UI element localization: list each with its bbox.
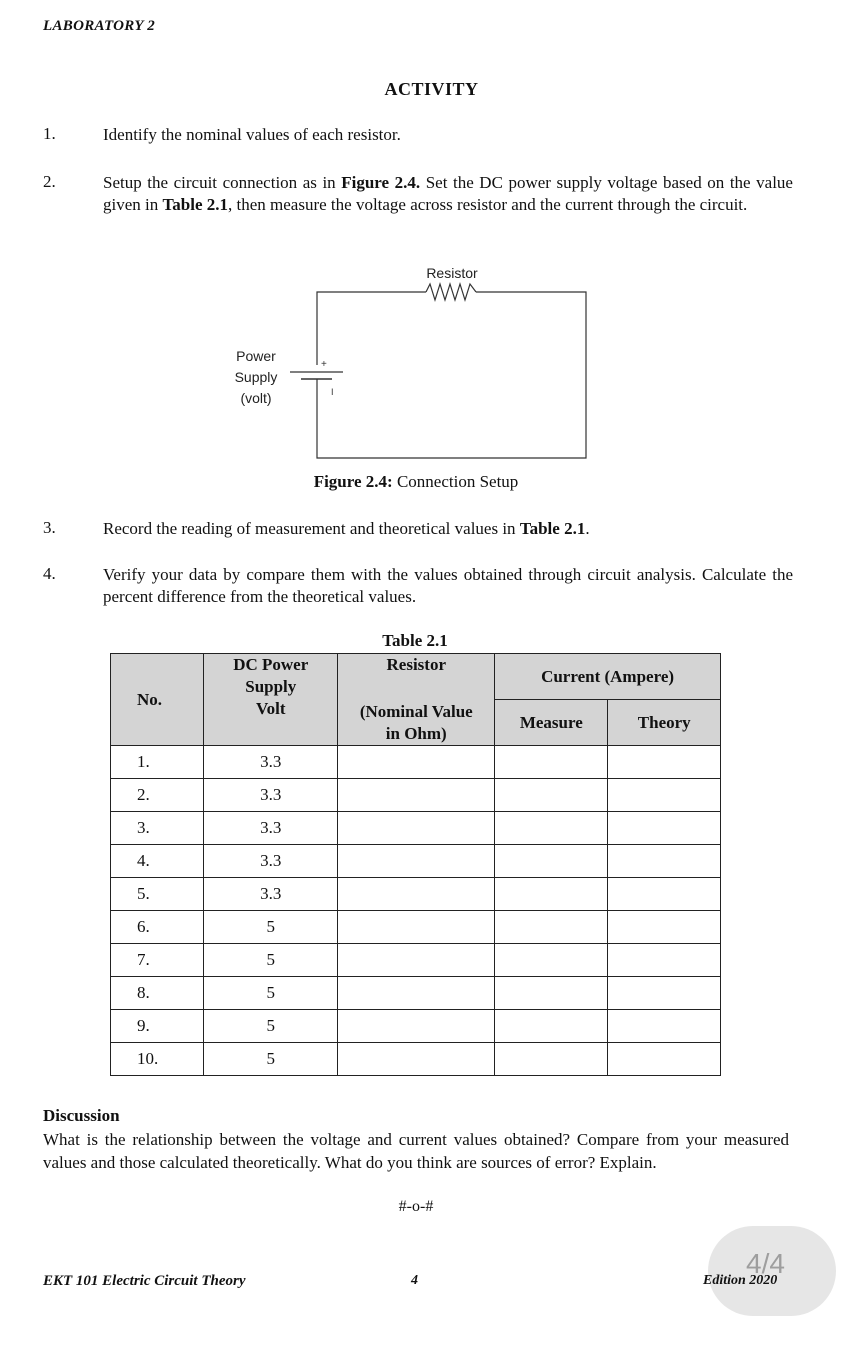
step-2-text: Setup the circuit connection as in Figure 2.4. Set the DC power supply voltage based on the value given in Table 2.1, then measure the voltage across resistor and the current through the circuit. xyxy=(103,173,793,214)
footer-page-number: 4 xyxy=(411,1273,418,1288)
table-row xyxy=(111,812,721,845)
table-row xyxy=(111,977,721,1010)
end-separator: #-o-# xyxy=(398,1198,434,1215)
wire-top-left xyxy=(317,292,426,365)
row-volt: 3.3 xyxy=(204,779,338,812)
row-theory-cell[interactable] xyxy=(608,1010,721,1043)
row-volt: 5 xyxy=(204,1043,338,1076)
row-number: 6. xyxy=(111,911,204,944)
row-measure-cell[interactable] xyxy=(495,878,608,911)
activity-title: ACTIVITY xyxy=(384,79,479,99)
figure-caption: Figure 2.4: Connection Setup xyxy=(313,472,519,491)
row-resistor-cell[interactable] xyxy=(338,779,495,812)
row-volt: 5 xyxy=(204,944,338,977)
row-measure-cell[interactable] xyxy=(495,911,608,944)
table-caption: Table 2.1 xyxy=(382,631,448,650)
row-number: 8. xyxy=(111,977,204,1010)
footer-course: EKT 101 Electric Circuit Theory xyxy=(43,1273,246,1289)
header-nominal: (Nominal Value in Ohm) xyxy=(338,700,495,746)
plus-sign: + xyxy=(321,359,327,370)
table-row xyxy=(111,1010,721,1043)
row-resistor-cell[interactable] xyxy=(338,1043,495,1076)
header-resistor: Resistor xyxy=(338,654,495,700)
supply-label-line-2: Supply xyxy=(234,369,278,385)
row-resistor-cell[interactable] xyxy=(338,977,495,1010)
supply-label-line-1: Power xyxy=(236,348,276,364)
resistor-label: Resistor xyxy=(426,265,478,281)
resistor-symbol xyxy=(426,284,476,300)
row-number: 2. xyxy=(111,779,204,812)
row-volt: 3.3 xyxy=(204,812,338,845)
row-resistor-cell[interactable] xyxy=(338,944,495,977)
row-volt: 5 xyxy=(204,911,338,944)
row-number: 4. xyxy=(111,845,204,878)
footer-edition: Edition 2020 xyxy=(703,1273,778,1288)
row-theory-cell[interactable] xyxy=(608,944,721,977)
row-volt: 5 xyxy=(204,977,338,1010)
row-resistor-cell[interactable] xyxy=(338,1010,495,1043)
step-2-number: 2. xyxy=(43,172,56,191)
wire-right-bottom xyxy=(317,292,586,458)
step-4-text: Verify your data by compare them with the values obtained through circuit analysis. Calculate the percent difference from the theoretical values. xyxy=(103,565,793,606)
row-number: 1. xyxy=(111,746,204,779)
table-row xyxy=(111,878,721,911)
row-theory-cell[interactable] xyxy=(608,779,721,812)
row-measure-cell[interactable] xyxy=(495,1043,608,1076)
supply-label-line-3: (volt) xyxy=(240,390,272,406)
lab-title: LABORATORY 2 xyxy=(43,18,156,34)
header-measure: Measure xyxy=(495,700,608,746)
row-theory-cell[interactable] xyxy=(608,1043,721,1076)
circuit-figure xyxy=(230,255,610,470)
row-resistor-cell[interactable] xyxy=(338,746,495,779)
row-resistor-cell[interactable] xyxy=(338,911,495,944)
row-measure-cell[interactable] xyxy=(495,977,608,1010)
row-measure-cell[interactable] xyxy=(495,845,608,878)
row-measure-cell[interactable] xyxy=(495,746,608,779)
row-volt: 3.3 xyxy=(204,746,338,779)
row-volt: 5 xyxy=(204,1010,338,1043)
header-no: No. xyxy=(111,654,204,746)
discussion-title: Discussion xyxy=(43,1106,120,1125)
step-4-number: 4. xyxy=(43,564,56,583)
row-resistor-cell[interactable] xyxy=(338,878,495,911)
row-resistor-cell[interactable] xyxy=(338,812,495,845)
row-measure-cell[interactable] xyxy=(495,944,608,977)
data-table xyxy=(110,653,721,1076)
header-current: Current (Ampere) xyxy=(495,654,721,700)
row-measure-cell[interactable] xyxy=(495,812,608,845)
row-volt: 3.3 xyxy=(204,845,338,878)
row-theory-cell[interactable] xyxy=(608,845,721,878)
header-dc-supply: DC Power Supply Volt xyxy=(204,654,338,746)
row-number: 10. xyxy=(111,1043,204,1076)
table-row xyxy=(111,746,721,779)
table-row xyxy=(111,1043,721,1076)
header-theory: Theory xyxy=(608,700,721,746)
row-theory-cell[interactable] xyxy=(608,977,721,1010)
row-measure-cell[interactable] xyxy=(495,779,608,812)
row-number: 7. xyxy=(111,944,204,977)
table-row xyxy=(111,944,721,977)
step-3-number: 3. xyxy=(43,518,56,537)
discussion-text: What is the relationship between the voltage and current values obtained? Compare from your measured values and those calculated theoretically. What do you think are sources of error? Explain. xyxy=(43,1130,789,1172)
row-resistor-cell[interactable] xyxy=(338,845,495,878)
minus-sign: I xyxy=(331,387,334,397)
row-measure-cell[interactable] xyxy=(495,1010,608,1043)
row-volt: 3.3 xyxy=(204,878,338,911)
row-theory-cell[interactable] xyxy=(608,812,721,845)
step-1-number: 1. xyxy=(43,124,56,143)
step-1-text: Identify the nominal values of each resistor. xyxy=(103,125,401,144)
row-theory-cell[interactable] xyxy=(608,878,721,911)
page-indicator-badge[interactable]: 4/4 xyxy=(708,1226,836,1316)
row-theory-cell[interactable] xyxy=(608,746,721,779)
table-row xyxy=(111,845,721,878)
step-3-text: Record the reading of measurement and theoretical values in Table 2.1. xyxy=(103,519,590,538)
row-number: 5. xyxy=(111,878,204,911)
table-row xyxy=(111,911,721,944)
table-row xyxy=(111,779,721,812)
row-theory-cell[interactable] xyxy=(608,911,721,944)
row-number: 3. xyxy=(111,812,204,845)
row-number: 9. xyxy=(111,1010,204,1043)
